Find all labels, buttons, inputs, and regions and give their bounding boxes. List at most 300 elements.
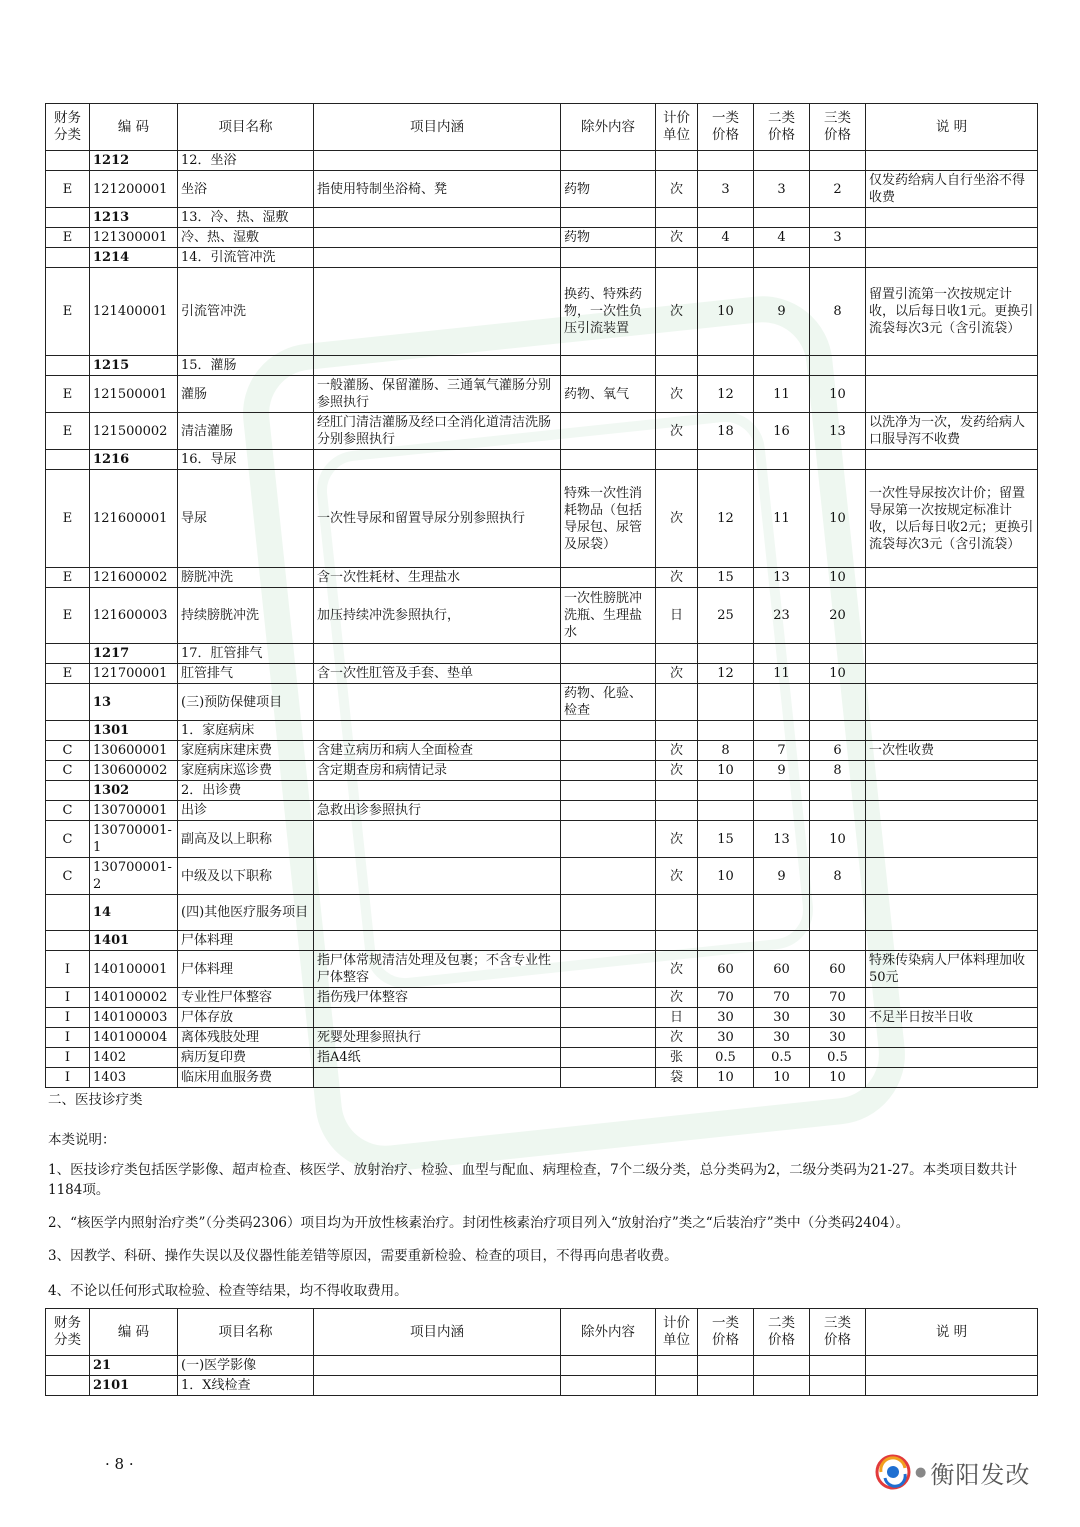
cell-unit: 次	[656, 413, 698, 450]
cell-exclusions	[561, 1376, 656, 1396]
cell-exclusions	[561, 988, 656, 1008]
cell-code: 14	[90, 895, 178, 931]
header-content: 项目内涵	[314, 104, 561, 151]
cell-price2: 16	[754, 413, 810, 450]
table-row	[46, 413, 1038, 450]
cell-content	[314, 248, 561, 268]
cell-price2	[754, 801, 810, 821]
cell-code: 121400001	[90, 268, 178, 356]
header-price3: 三类 价格	[810, 1309, 866, 1356]
cell-unit: 日	[656, 588, 698, 644]
header-name: 项目名称	[178, 104, 314, 151]
table-row	[46, 988, 1038, 1008]
cell-category	[46, 208, 90, 228]
table-row	[46, 1068, 1038, 1088]
cell-price1	[698, 801, 754, 821]
header-code: 编 码	[90, 104, 178, 151]
header-name: 项目名称	[178, 1309, 314, 1356]
table-row	[46, 588, 1038, 644]
cell-code: 140100003	[90, 1008, 178, 1028]
cell-price1	[698, 1356, 754, 1376]
cell-price2: 4	[754, 228, 810, 248]
header-price3: 三类 价格	[810, 104, 866, 151]
cell-unit	[656, 781, 698, 801]
cell-code: 121700001	[90, 664, 178, 684]
cell-unit	[656, 1376, 698, 1396]
cell-name: 1．家庭病床	[178, 721, 314, 741]
table-row	[46, 1028, 1038, 1048]
cell-exclusions: 换药、特殊药物，一次性负压引流装置	[561, 268, 656, 356]
cell-price3: 10	[810, 470, 866, 568]
header-code: 编 码	[90, 1309, 178, 1356]
table-row	[46, 721, 1038, 741]
cell-name: 冷、热、湿敷	[178, 228, 314, 248]
cell-code: 121300001	[90, 228, 178, 248]
cell-code: 2101	[90, 1376, 178, 1396]
cell-code: 130600002	[90, 761, 178, 781]
cell-code: 1215	[90, 356, 178, 376]
cell-price2	[754, 781, 810, 801]
cell-content	[314, 228, 561, 248]
cell-code: 130700001-2	[90, 858, 178, 895]
cell-notes	[866, 664, 1038, 684]
cell-price3	[810, 356, 866, 376]
cell-price2	[754, 895, 810, 931]
table-row	[46, 801, 1038, 821]
table-row	[46, 741, 1038, 761]
cell-content: 一次性导尿和留置导尿分别参照执行	[314, 470, 561, 568]
hengyang-logo-icon	[875, 1454, 911, 1490]
cell-content: 含一次性肛管及手套、垫单	[314, 664, 561, 684]
cell-price3: 10	[810, 376, 866, 413]
table-row	[46, 895, 1038, 931]
cell-unit: 日	[656, 1008, 698, 1028]
cell-code: 121200001	[90, 171, 178, 208]
cell-category	[46, 721, 90, 741]
cell-exclusions	[561, 858, 656, 895]
cell-price1	[698, 248, 754, 268]
cell-price2	[754, 684, 810, 721]
table-row	[46, 568, 1038, 588]
cell-price3: 8	[810, 858, 866, 895]
cell-category: I	[46, 1068, 90, 1088]
table-row	[46, 931, 1038, 951]
cell-code: 1402	[90, 1048, 178, 1068]
cell-unit	[656, 644, 698, 664]
cell-code: 1403	[90, 1068, 178, 1088]
cell-name: (一)医学影像	[178, 1356, 314, 1376]
table-row	[46, 248, 1038, 268]
cell-price1: 30	[698, 1028, 754, 1048]
cell-unit	[656, 151, 698, 171]
cell-price2: 13	[754, 568, 810, 588]
cell-exclusions: 特殊一次性消耗物品（包括导尿包、尿管及尿袋）	[561, 470, 656, 568]
cell-code: 1212	[90, 151, 178, 171]
cell-exclusions	[561, 761, 656, 781]
table-row	[46, 781, 1038, 801]
cell-price2: 0.5	[754, 1048, 810, 1068]
cell-content	[314, 644, 561, 664]
table-row	[46, 1356, 1038, 1376]
cell-content: 指A4纸	[314, 1048, 561, 1068]
cell-name: 肛管排气	[178, 664, 314, 684]
cell-notes	[866, 644, 1038, 664]
cell-price1	[698, 931, 754, 951]
cell-content	[314, 1068, 561, 1088]
note-2: 2、“核医学内照射治疗类”（分类码2306）项目均为开放性核素治疗。封闭性核素治疗项目列入“放射治疗”类之“后装治疗”类中（分类码2404）。	[48, 1215, 910, 1231]
cell-name: (三)预防保健项目	[178, 684, 314, 721]
cell-unit: 次	[656, 741, 698, 761]
cell-price1: 25	[698, 588, 754, 644]
note-3: 3、因教学、科研、操作失误以及仪器性能差错等原因，需要重新检验、检查的项目，不得再向患者收费。	[48, 1248, 678, 1264]
header-price2: 二类 价格	[754, 104, 810, 151]
cell-price1	[698, 208, 754, 228]
cell-notes	[866, 858, 1038, 895]
cell-price1: 15	[698, 821, 754, 858]
cell-price2: 13	[754, 821, 810, 858]
cell-notes	[866, 1376, 1038, 1396]
cell-name: 引流管冲洗	[178, 268, 314, 356]
cell-code: 1213	[90, 208, 178, 228]
cell-content: 急救出诊参照执行	[314, 801, 561, 821]
cell-price1: 60	[698, 951, 754, 988]
table-row	[46, 171, 1038, 208]
cell-exclusions	[561, 741, 656, 761]
cell-code: 21	[90, 1356, 178, 1376]
cell-code: 121500002	[90, 413, 178, 450]
cell-name: 中级及以下职称	[178, 858, 314, 895]
cell-price3	[810, 931, 866, 951]
cell-price1	[698, 644, 754, 664]
cell-category: E	[46, 228, 90, 248]
cell-name: 离体残肢处理	[178, 1028, 314, 1048]
table-header-row	[46, 1309, 1038, 1356]
cell-price3: 8	[810, 761, 866, 781]
cell-unit: 次	[656, 568, 698, 588]
cell-code: 1217	[90, 644, 178, 664]
cell-category: C	[46, 821, 90, 858]
cell-unit	[656, 721, 698, 741]
cell-unit	[656, 1356, 698, 1376]
cell-notes	[866, 1028, 1038, 1048]
section-title: 二、医技诊疗类	[48, 1092, 143, 1108]
header-notes: 说 明	[866, 104, 1038, 151]
cell-price1	[698, 895, 754, 931]
cell-price3: 6	[810, 741, 866, 761]
cell-price3: 10	[810, 664, 866, 684]
cell-exclusions	[561, 248, 656, 268]
table-row	[46, 644, 1038, 664]
page-number: · 8 ·	[105, 1455, 134, 1473]
cell-name: 家庭病床巡诊费	[178, 761, 314, 781]
cell-code: 140100004	[90, 1028, 178, 1048]
cell-price2: 60	[754, 951, 810, 988]
cell-category	[46, 895, 90, 931]
header-content: 项目内涵	[314, 1309, 561, 1356]
cell-exclusions	[561, 1048, 656, 1068]
cell-exclusions	[561, 644, 656, 664]
cell-unit: 次	[656, 228, 698, 248]
cell-price3	[810, 644, 866, 664]
table-row	[46, 664, 1038, 684]
cell-price2: 9	[754, 268, 810, 356]
cell-notes	[866, 781, 1038, 801]
cell-price2	[754, 931, 810, 951]
cell-name: 13．冷、热、湿敷	[178, 208, 314, 228]
cell-exclusions	[561, 1028, 656, 1048]
cell-content	[314, 151, 561, 171]
header-price2: 二类 价格	[754, 1309, 810, 1356]
cell-notes	[866, 1068, 1038, 1088]
cell-price3: 70	[810, 988, 866, 1008]
cell-name: 灌肠	[178, 376, 314, 413]
table-row	[46, 356, 1038, 376]
cell-price3: 10	[810, 1068, 866, 1088]
cell-content	[314, 1376, 561, 1396]
cell-category: I	[46, 988, 90, 1008]
cell-code: 130600001	[90, 741, 178, 761]
cell-name: 家庭病床建床费	[178, 741, 314, 761]
cell-exclusions	[561, 781, 656, 801]
cell-category: E	[46, 376, 90, 413]
cell-unit	[656, 450, 698, 470]
table-row	[46, 821, 1038, 858]
cell-price3	[810, 450, 866, 470]
header-unit: 计价 单位	[656, 1309, 698, 1356]
cell-price3	[810, 1376, 866, 1396]
cell-notes: 仅发药给病人自行坐浴不得收费	[866, 171, 1038, 208]
cell-category	[46, 644, 90, 664]
cell-price1: 10	[698, 761, 754, 781]
cell-unit: 次	[656, 376, 698, 413]
cell-content: 指伤残尸体整容	[314, 988, 561, 1008]
cell-price3	[810, 151, 866, 171]
cell-content: 经肛门清洁灌肠及经口全消化道清洁洗肠分别参照执行	[314, 413, 561, 450]
cell-content	[314, 721, 561, 741]
cell-price3: 2	[810, 171, 866, 208]
cell-price3	[810, 801, 866, 821]
cell-unit	[656, 895, 698, 931]
cell-content	[314, 450, 561, 470]
cell-price2	[754, 1356, 810, 1376]
table-row	[46, 376, 1038, 413]
cell-price1: 10	[698, 1068, 754, 1088]
cell-exclusions	[561, 931, 656, 951]
cell-exclusions	[561, 895, 656, 931]
cell-category: E	[46, 568, 90, 588]
cell-code: 1302	[90, 781, 178, 801]
cell-name: 导尿	[178, 470, 314, 568]
header-price1: 一类 价格	[698, 1309, 754, 1356]
cell-price3: 30	[810, 1028, 866, 1048]
table-row	[46, 208, 1038, 228]
header-notes: 说 明	[866, 1309, 1038, 1356]
cell-exclusions: 药物	[561, 171, 656, 208]
table-row	[46, 450, 1038, 470]
cell-content: 指尸体常规清洁处理及包裹；不含专业性尸体整容	[314, 951, 561, 988]
cell-category	[46, 450, 90, 470]
cell-name: 膀胱冲洗	[178, 568, 314, 588]
cell-notes	[866, 151, 1038, 171]
cell-exclusions	[561, 721, 656, 741]
cell-price1	[698, 450, 754, 470]
cell-notes: 一次性导尿按次计价；留置导尿第一次按规定标准计收，以后每日收2元；更换引流袋每次3元（含引流袋）	[866, 470, 1038, 568]
cell-price1: 12	[698, 376, 754, 413]
cell-category	[46, 248, 90, 268]
cell-unit: 次	[656, 664, 698, 684]
cell-name: 尸体料理	[178, 931, 314, 951]
cell-content	[314, 781, 561, 801]
cell-category: E	[46, 413, 90, 450]
cell-price3: 30	[810, 1008, 866, 1028]
cell-category	[46, 1376, 90, 1396]
cell-price2: 10	[754, 1068, 810, 1088]
cell-notes: 特殊传染病人尸体料理加收50元	[866, 951, 1038, 988]
cell-price1: 70	[698, 988, 754, 1008]
cell-price3: 10	[810, 821, 866, 858]
cell-category: E	[46, 171, 90, 208]
cell-notes: 一次性收费	[866, 741, 1038, 761]
cell-exclusions	[561, 664, 656, 684]
cell-notes	[866, 356, 1038, 376]
cell-category	[46, 931, 90, 951]
cell-price2: 30	[754, 1028, 810, 1048]
cell-notes	[866, 821, 1038, 858]
cell-category: C	[46, 858, 90, 895]
cell-category: I	[46, 1048, 90, 1068]
brand-watermark	[875, 1452, 1030, 1492]
cell-unit: 次	[656, 1028, 698, 1048]
cell-content	[314, 821, 561, 858]
cell-price2: 23	[754, 588, 810, 644]
cell-code: 121500001	[90, 376, 178, 413]
table-row	[46, 1008, 1038, 1028]
cell-unit	[656, 248, 698, 268]
cell-unit: 次	[656, 171, 698, 208]
cell-price2	[754, 356, 810, 376]
cell-exclusions: 药物	[561, 228, 656, 248]
cell-category: E	[46, 470, 90, 568]
cell-price3	[810, 248, 866, 268]
cell-name: 16．导尿	[178, 450, 314, 470]
cell-notes	[866, 761, 1038, 781]
cell-name: 2．出诊费	[178, 781, 314, 801]
cell-category	[46, 781, 90, 801]
cell-notes	[866, 801, 1038, 821]
cell-notes	[866, 588, 1038, 644]
cell-price3: 3	[810, 228, 866, 248]
cell-notes	[866, 1356, 1038, 1376]
cell-price3	[810, 781, 866, 801]
cell-name: 病历复印费	[178, 1048, 314, 1068]
cell-notes	[866, 228, 1038, 248]
cell-unit	[656, 208, 698, 228]
header-category: 财务 分类	[46, 1309, 90, 1356]
cell-unit	[656, 801, 698, 821]
cell-price1	[698, 721, 754, 741]
cell-notes: 留置引流第一次按规定计收，以后每日收1元。更换引流袋每次3元（含引流袋）	[866, 268, 1038, 356]
cell-category	[46, 684, 90, 721]
cell-price1	[698, 151, 754, 171]
cell-price2	[754, 721, 810, 741]
cell-name: (四)其他医疗服务项目	[178, 895, 314, 931]
cell-unit: 次	[656, 858, 698, 895]
cell-name: 坐浴	[178, 171, 314, 208]
cell-notes: 以洗净为一次，发药给病人口服导泻不收费	[866, 413, 1038, 450]
cell-exclusions	[561, 413, 656, 450]
cell-unit: 次	[656, 268, 698, 356]
cell-content: 死婴处理参照执行	[314, 1028, 561, 1048]
cell-price1: 15	[698, 568, 754, 588]
cell-unit	[656, 931, 698, 951]
cell-name: 尸体存放	[178, 1008, 314, 1028]
cell-notes	[866, 376, 1038, 413]
cell-exclusions	[561, 568, 656, 588]
cell-category: I	[46, 951, 90, 988]
cell-exclusions	[561, 821, 656, 858]
cell-content	[314, 1008, 561, 1028]
cell-category	[46, 151, 90, 171]
cell-price1	[698, 356, 754, 376]
cell-price3: 20	[810, 588, 866, 644]
cell-price1: 10	[698, 268, 754, 356]
cell-category: C	[46, 801, 90, 821]
cell-code: 1301	[90, 721, 178, 741]
cell-price2: 3	[754, 171, 810, 208]
cell-unit: 次	[656, 951, 698, 988]
cell-price3: 8	[810, 268, 866, 356]
cell-price2: 11	[754, 376, 810, 413]
header-price1: 一类 价格	[698, 104, 754, 151]
cell-exclusions: 药物、化验、检查	[561, 684, 656, 721]
header-category: 财务 分类	[46, 104, 90, 151]
cell-content: 含一次性耗材、生理盐水	[314, 568, 561, 588]
cell-content	[314, 268, 561, 356]
cell-code: 1214	[90, 248, 178, 268]
cell-notes	[866, 450, 1038, 470]
cell-price1: 3	[698, 171, 754, 208]
cell-code: 130700001-1	[90, 821, 178, 858]
cell-content	[314, 684, 561, 721]
cell-exclusions	[561, 801, 656, 821]
cell-code: 121600002	[90, 568, 178, 588]
cell-exclusions	[561, 1008, 656, 1028]
fee-table-2	[45, 1308, 1038, 1396]
cell-code: 1401	[90, 931, 178, 951]
cell-price3	[810, 684, 866, 721]
cell-code: 121600001	[90, 470, 178, 568]
cell-code: 1216	[90, 450, 178, 470]
cell-content: 加压持续冲洗参照执行，	[314, 588, 561, 644]
cell-name: 14．引流管冲洗	[178, 248, 314, 268]
cell-price3: 60	[810, 951, 866, 988]
cell-name: 1．X线检查	[178, 1376, 314, 1396]
cell-content	[314, 858, 561, 895]
cell-price2	[754, 151, 810, 171]
cell-content	[314, 931, 561, 951]
fee-table-1	[45, 103, 1038, 1088]
cell-price1: 18	[698, 413, 754, 450]
table-row	[46, 151, 1038, 171]
cell-unit: 次	[656, 761, 698, 781]
cell-price2: 11	[754, 470, 810, 568]
table-row	[46, 1376, 1038, 1396]
cell-price3	[810, 208, 866, 228]
cell-name: 15．灌肠	[178, 356, 314, 376]
cell-price1: 10	[698, 858, 754, 895]
cell-unit: 袋	[656, 1068, 698, 1088]
table-row	[46, 761, 1038, 781]
